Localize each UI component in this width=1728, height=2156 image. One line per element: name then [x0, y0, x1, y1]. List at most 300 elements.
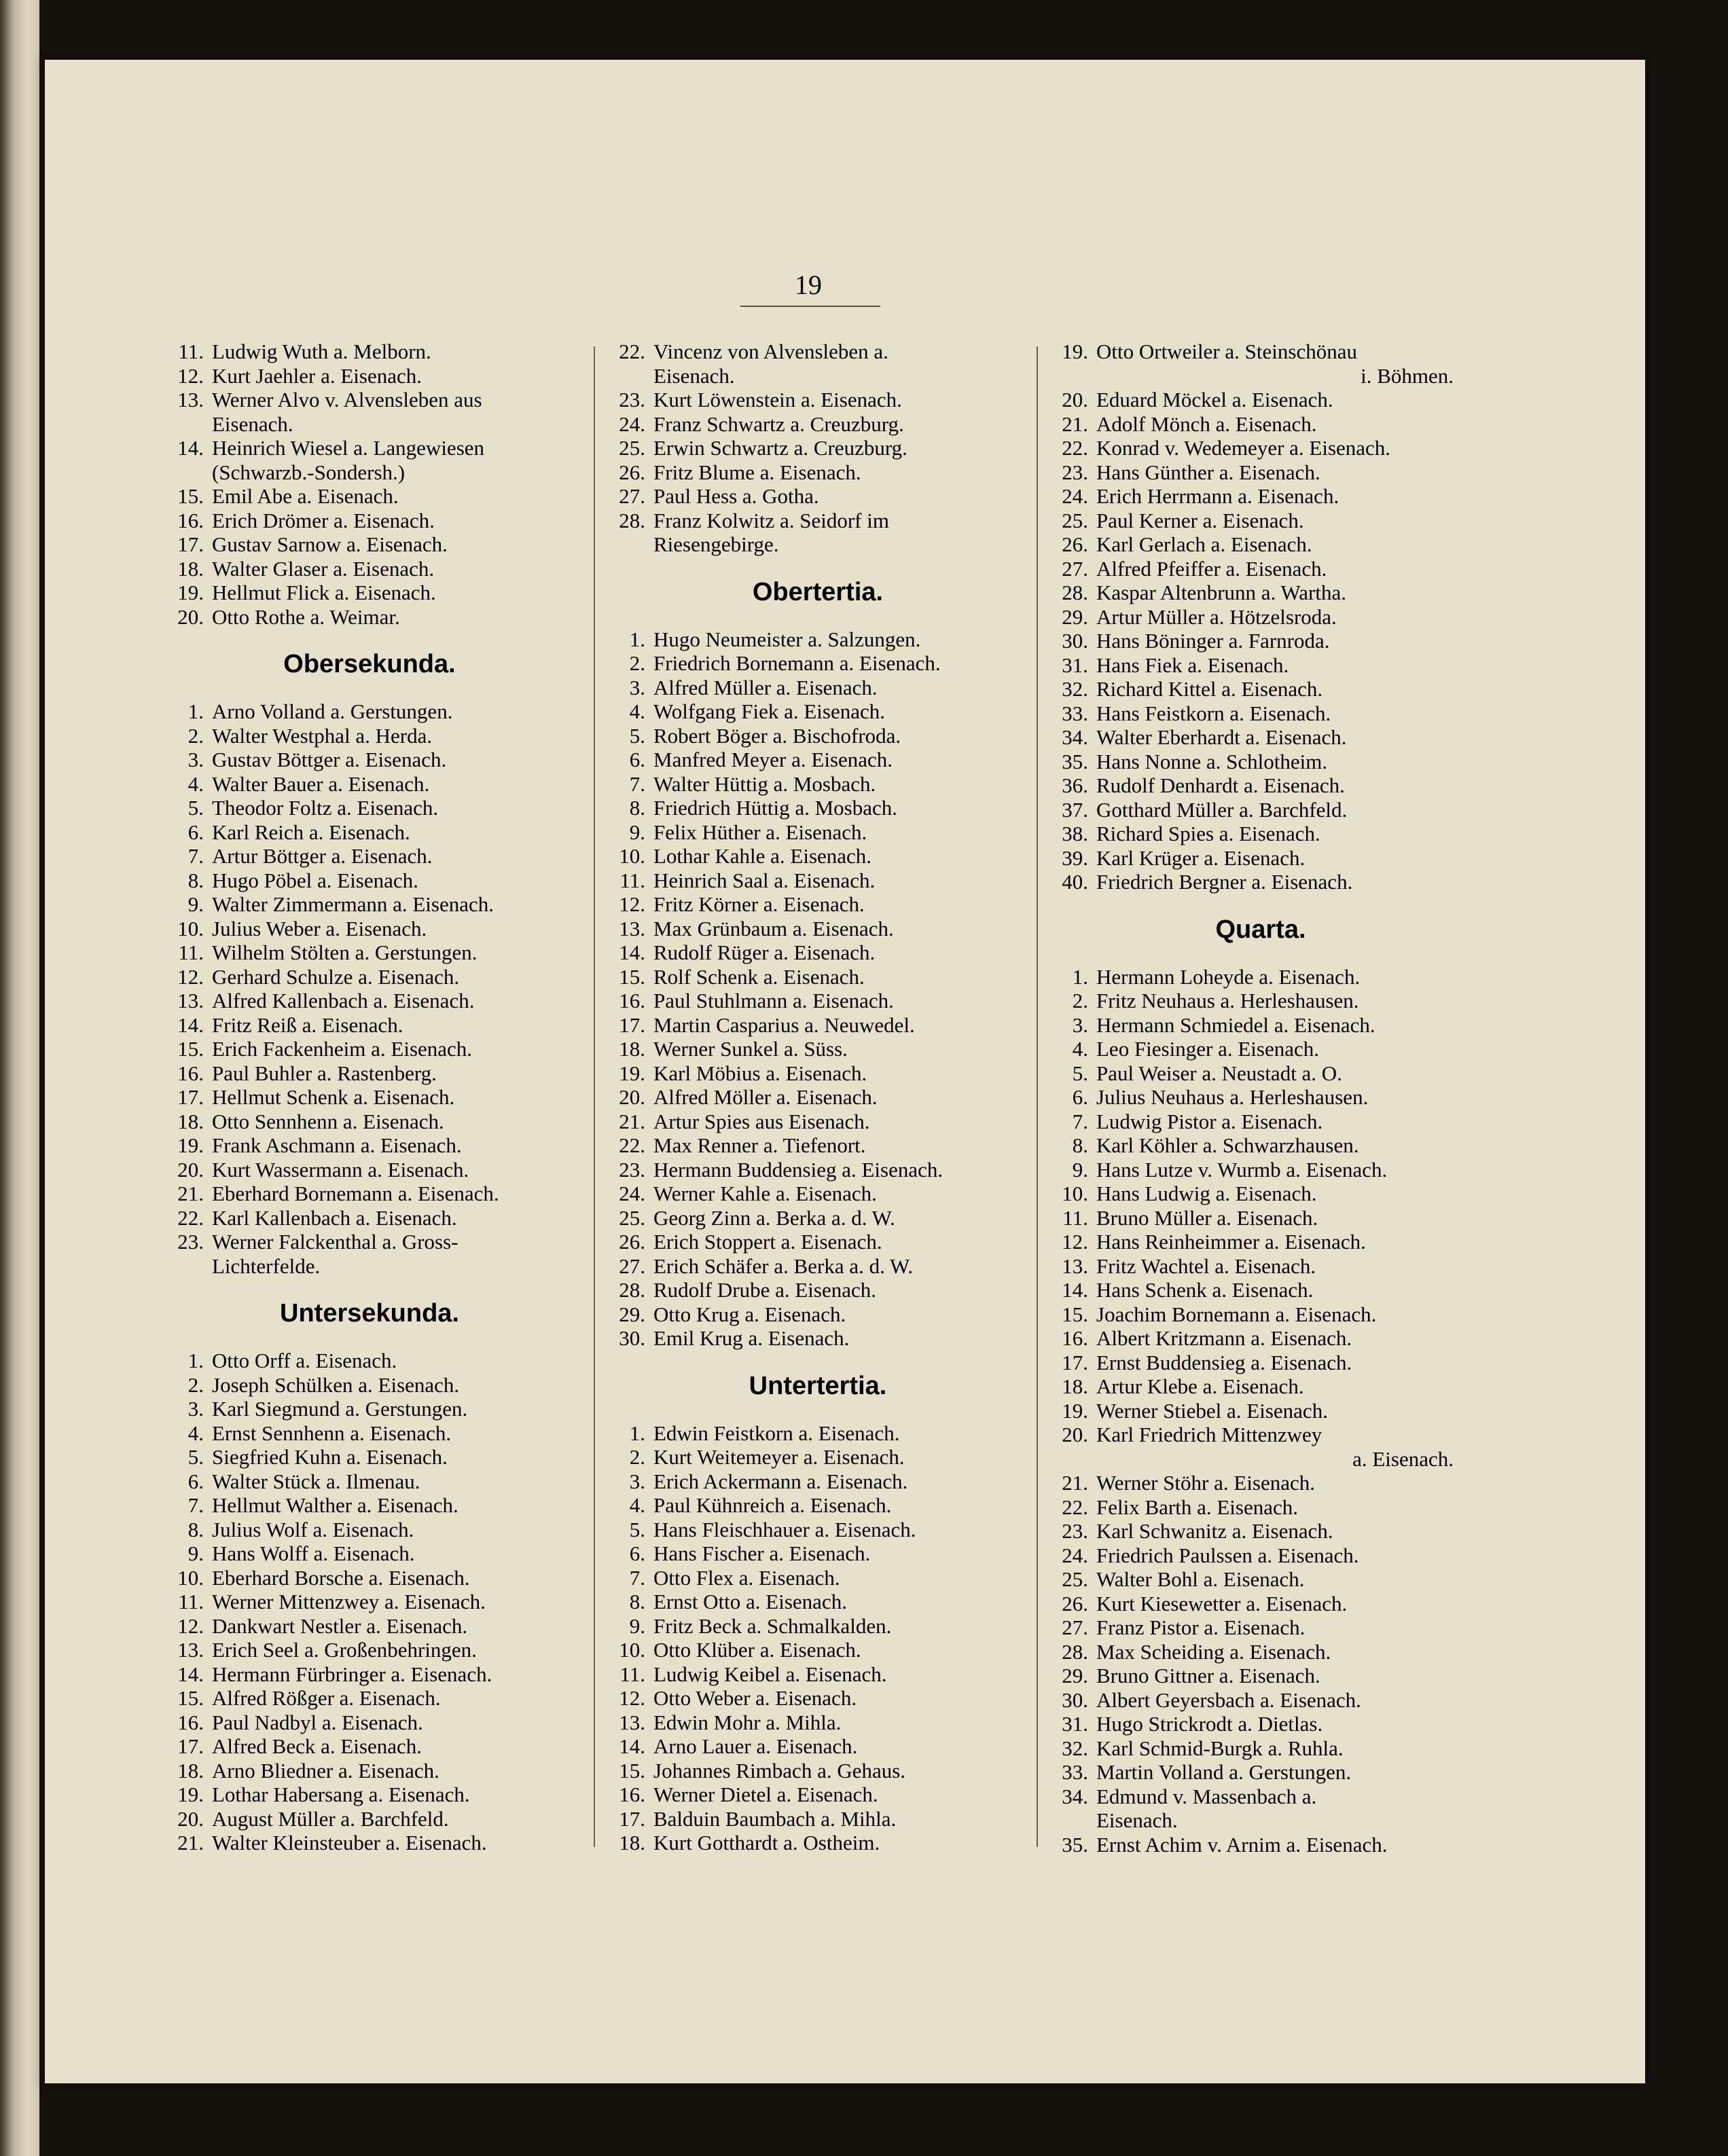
entry-number: 1. — [187, 699, 204, 723]
student-name: Edwin Feistkorn a. Eisenach. — [653, 1421, 900, 1445]
student-name: Rolf Schenk a. Eisenach. — [653, 964, 865, 989]
student-entry — [159, 1783, 580, 1807]
student-entry — [159, 605, 580, 629]
class-heading: Quarta. — [1215, 915, 1306, 944]
student-name: Paul Weiser a. Neustadt a. O. — [1096, 1061, 1342, 1085]
entry-number: 2. — [187, 1372, 204, 1397]
student-entry — [159, 484, 580, 509]
column-3 — [1043, 340, 1478, 1857]
student-name: Hans Fleischhauer a. Eisenach. — [653, 1517, 916, 1541]
student-name: Hans Fischer a. Eisenach. — [653, 1541, 871, 1565]
student-name: Konrad v. Wedemeyer a. Eisenach. — [1096, 436, 1391, 460]
student-entry — [159, 1206, 580, 1230]
student-entry — [1043, 1760, 1478, 1785]
student-name: Fritz Blume a. Eisenach. — [653, 460, 861, 484]
entry-number: 18. — [177, 1758, 204, 1783]
student-name: Frank Aschmann a. Eisenach. — [212, 1133, 462, 1157]
student-entry — [600, 1662, 1035, 1687]
entry-number: 13. — [177, 1638, 204, 1662]
student-entry — [600, 1686, 1035, 1711]
student-entry — [600, 820, 1035, 845]
student-name: Hermann Loheyde a. Eisenach. — [1096, 964, 1361, 989]
student-entry — [159, 820, 580, 845]
student-entry — [1043, 605, 1478, 629]
student-name: Julius Neuhaus a. Herleshausen. — [1096, 1085, 1369, 1109]
student-entry — [600, 1182, 1035, 1206]
entry-number: 28. — [1062, 581, 1088, 604]
student-entry — [1043, 509, 1478, 533]
entry-number: 11. — [1062, 1205, 1088, 1230]
entry-number: 15. — [177, 1037, 204, 1061]
student-name: Johannes Rimbach a. Gehaus. — [653, 1758, 906, 1783]
student-entry — [600, 1158, 1035, 1182]
entry-number: 25. — [619, 1205, 645, 1230]
student-name: Hans Ludwig a. Eisenach. — [1096, 1182, 1317, 1205]
entry-number: 20. — [1062, 388, 1088, 412]
student-entry — [159, 1085, 580, 1110]
student-entry — [159, 436, 580, 460]
student-name: Werner Kahle a. Eisenach. — [653, 1182, 877, 1205]
entry-number: 37. — [1062, 797, 1088, 822]
student-entry — [159, 1734, 580, 1759]
student-name: Otto Flex a. Eisenach. — [653, 1565, 840, 1590]
student-name: Friedrich Hüttig a. Mosbach. — [653, 796, 898, 820]
student-name: Walter Glaser a. Eisenach. — [212, 556, 435, 581]
student-name: Richard Spies a. Eisenach. — [1096, 822, 1320, 845]
entry-number: 24. — [1062, 1543, 1088, 1567]
entry-continuation: (Schwarzb.-Sondersh.) — [212, 460, 406, 484]
student-entry — [600, 388, 1035, 412]
student-name: Martin Volland a. Gerstungen. — [1096, 1760, 1352, 1784]
student-entry — [1043, 1519, 1478, 1543]
entry-number: 27. — [1062, 556, 1088, 581]
entry-number: 13. — [619, 916, 645, 940]
student-entry — [159, 1397, 580, 1421]
entry-number: 35. — [1062, 1832, 1088, 1857]
student-name: Walter Westphal a. Herda. — [212, 723, 433, 748]
column-divider-2 — [1037, 346, 1038, 1847]
entry-number: 18. — [1062, 1374, 1088, 1398]
student-entry — [159, 364, 580, 388]
student-name: Ernst Sennhenn a. Eisenach. — [212, 1421, 452, 1445]
entry-number: 12. — [1062, 1230, 1088, 1254]
entry-number: 31. — [1062, 1712, 1088, 1736]
student-name: Leo Fiesinger a. Eisenach. — [1096, 1037, 1319, 1061]
entry-number: 12. — [177, 363, 204, 388]
student-name: Artur Böttger a. Eisenach. — [212, 844, 433, 868]
student-name: Karl Kallenbach a. Eisenach. — [212, 1205, 457, 1230]
entry-number: 21. — [1062, 412, 1088, 436]
student-name: Gerhard Schulze a. Eisenach. — [212, 964, 460, 989]
student-entry — [1043, 1013, 1478, 1038]
student-entry — [159, 1590, 580, 1614]
student-entry — [1043, 412, 1478, 437]
entry-number: 7. — [1072, 1109, 1088, 1133]
student-entry — [159, 724, 580, 748]
student-name: Werner Falckenthal a. Gross- — [212, 1230, 458, 1254]
student-name: Karl Friedrich Mittenzwey — [1096, 1423, 1322, 1446]
student-entry — [1043, 1592, 1478, 1616]
student-name: Lothar Kahle a. Eisenach. — [653, 844, 872, 868]
student-entry — [159, 796, 580, 820]
student-entry — [1043, 388, 1478, 412]
student-name: Emil Abe a. Eisenach. — [212, 484, 399, 508]
student-name: Artur Müller a. Hötzelsroda. — [1096, 604, 1337, 629]
entry-number: 13. — [177, 989, 204, 1012]
student-name: Hellmut Schenk a. Eisenach. — [212, 1085, 455, 1109]
entry-number: 6. — [1072, 1085, 1088, 1109]
student-entry — [1043, 846, 1478, 871]
student-name: Max Scheiding a. Eisenach. — [1096, 1639, 1331, 1664]
student-name: Dankwart Nestler a. Eisenach. — [212, 1613, 468, 1638]
student-entry — [1043, 1664, 1478, 1688]
entry-number: 12. — [619, 1686, 645, 1710]
adjacent-page-edge — [0, 0, 39, 2156]
student-entry — [1043, 1302, 1478, 1327]
student-entry — [159, 917, 580, 941]
student-entry — [1043, 653, 1478, 678]
student-name: Martin Casparius a. Neuwedel. — [653, 1012, 915, 1037]
entry-number: 2. — [187, 723, 204, 748]
student-entry — [1043, 1326, 1478, 1351]
student-entry — [1043, 677, 1478, 701]
class-heading: Obersekunda. — [283, 650, 456, 678]
entry-number: 14. — [177, 1662, 204, 1686]
student-entry — [600, 1469, 1035, 1494]
student-name: Franz Kolwitz a. Seidorf im — [653, 508, 889, 532]
student-entry — [159, 1013, 580, 1038]
student-entry — [1043, 1567, 1478, 1592]
student-name: Wilhelm Stölten a. Gerstungen. — [212, 940, 478, 964]
entry-number: 5. — [629, 1517, 645, 1541]
student-entry — [159, 965, 580, 989]
entry-number: 12. — [177, 1613, 204, 1638]
entry-number: 4. — [187, 1421, 204, 1445]
student-name: Paul Kerner a. Eisenach. — [1096, 508, 1304, 532]
student-name: Hans Schenk a. Eisenach. — [1096, 1278, 1314, 1302]
student-entry — [1043, 798, 1478, 822]
student-name: Hugo Pöbel a. Eisenach. — [212, 868, 418, 892]
entry-number: 1. — [629, 627, 645, 651]
student-name: Walter Kleinsteuber a. Eisenach. — [212, 1831, 487, 1854]
student-entry — [159, 1110, 580, 1134]
entry-number: 12. — [619, 892, 645, 916]
student-entry — [600, 724, 1035, 748]
entry-number: 33. — [1062, 701, 1088, 725]
entry-number: 22. — [1062, 1495, 1088, 1519]
entry-number: 26. — [1062, 1591, 1088, 1615]
student-name: Fritz Neuhaus a. Herleshausen. — [1096, 989, 1359, 1012]
entry-number: 26. — [619, 460, 645, 484]
class-heading: Untersekunda. — [280, 1299, 459, 1328]
student-entry — [600, 940, 1035, 965]
student-name: Alfred Müller a. Eisenach. — [653, 675, 878, 699]
student-name: Rudolf Drube a. Eisenach. — [653, 1278, 876, 1302]
student-entry — [159, 748, 580, 772]
student-entry — [1043, 1785, 1478, 1809]
student-entry — [1043, 1061, 1478, 1086]
student-name: Werner Mittenzwey a. Eisenach. — [212, 1590, 486, 1613]
student-name: Siegfried Kuhn a. Eisenach. — [212, 1445, 448, 1469]
student-entry — [600, 965, 1035, 989]
student-entry — [159, 1469, 580, 1494]
student-entry — [600, 989, 1035, 1013]
student-name: Rudolf Denhardt a. Eisenach. — [1096, 773, 1345, 797]
student-name: Fritz Beck a. Schmalkalden. — [653, 1613, 892, 1638]
entry-number: 16. — [619, 1783, 645, 1806]
student-name: Georg Zinn a. Berka a. d. W. — [653, 1205, 895, 1230]
student-name: Paul Kühnreich a. Eisenach. — [653, 1493, 892, 1517]
student-entry — [1043, 965, 1478, 989]
entry-number: 15. — [1062, 1302, 1088, 1326]
student-entry — [600, 1638, 1035, 1662]
student-name: Bruno Gittner a. Eisenach. — [1096, 1664, 1320, 1687]
student-name: Albert Kritzmann a. Eisenach. — [1096, 1326, 1352, 1350]
student-name: Joachim Bornemann a. Eisenach. — [1096, 1302, 1377, 1326]
student-entry — [1043, 1471, 1478, 1495]
student-entry — [159, 1230, 580, 1254]
student-name: Hermann Schmiedel a. Eisenach. — [1096, 1012, 1375, 1037]
student-entry — [600, 1590, 1035, 1614]
entry-number: 14. — [619, 1734, 645, 1758]
student-name: Gotthard Müller a. Barchfeld. — [1096, 797, 1348, 822]
student-entry — [159, 1518, 580, 1542]
student-name: Werner Stiebel a. Eisenach. — [1096, 1398, 1328, 1423]
entry-number: 17. — [619, 1012, 645, 1037]
entry-number: 19. — [177, 1783, 204, 1806]
student-name: Arno Lauer a. Eisenach. — [653, 1734, 858, 1758]
student-entry — [600, 340, 1035, 364]
entry-number: 22. — [619, 340, 645, 363]
entry-number: 11. — [178, 340, 204, 363]
student-entry — [159, 869, 580, 893]
student-entry — [159, 1158, 580, 1182]
student-name: Richard Kittel a. Eisenach. — [1096, 677, 1323, 701]
student-name: Erich Fackenheim a. Eisenach. — [212, 1037, 473, 1061]
entry-number: 16. — [1062, 1326, 1088, 1350]
entry-number: 10. — [177, 1565, 204, 1590]
student-entry — [600, 676, 1035, 700]
student-entry — [1043, 1688, 1478, 1713]
student-entry — [1043, 1278, 1478, 1302]
student-entry — [600, 772, 1035, 797]
student-name: Kurt Jaehler a. Eisenach. — [212, 363, 422, 388]
student-entry — [1043, 1399, 1478, 1423]
student-entry — [159, 1421, 580, 1446]
student-entry — [600, 1807, 1035, 1831]
student-entry — [600, 1110, 1035, 1134]
entry-number: 8. — [1072, 1133, 1088, 1157]
entry-number: 24. — [619, 1182, 645, 1205]
entry-number: 18. — [177, 556, 204, 581]
student-name: Otto Weber a. Eisenach. — [653, 1686, 857, 1710]
student-entry — [1043, 436, 1478, 460]
student-entry — [1043, 1712, 1478, 1736]
entry-number: 36. — [1062, 773, 1088, 797]
student-name: Albert Geyersbach a. Eisenach. — [1096, 1687, 1361, 1712]
student-name: Alfred Beck a. Eisenach. — [212, 1734, 422, 1758]
student-entry — [159, 1831, 580, 1855]
entry-number: 26. — [619, 1230, 645, 1254]
entry-number: 22. — [177, 1205, 204, 1230]
student-name: Kurt Gotthardt a. Ostheim. — [653, 1831, 880, 1854]
student-name: Erich Schäfer a. Berka a. d. W. — [653, 1254, 914, 1278]
student-name: Friedrich Paulssen a. Eisenach. — [1096, 1543, 1359, 1567]
student-name: Lothar Habersang a. Eisenach. — [212, 1783, 470, 1806]
student-name: Ludwig Pistor a. Eisenach. — [1096, 1109, 1323, 1133]
student-name: Eduard Möckel a. Eisenach. — [1096, 388, 1333, 412]
student-entry — [159, 1807, 580, 1831]
student-entry — [600, 1037, 1035, 1061]
entry-number: 5. — [187, 1445, 204, 1469]
entry-continuation: Eisenach. — [1096, 1808, 1178, 1832]
entry-number: 9. — [1072, 1157, 1088, 1182]
student-name: Fritz Reiß a. Eisenach. — [212, 1012, 403, 1037]
student-entry — [159, 1541, 580, 1566]
entry-number: 1. — [1072, 964, 1088, 989]
student-name: August Müller a. Barchfeld. — [212, 1806, 449, 1831]
entry-number: 19. — [619, 1061, 645, 1085]
student-name: Julius Wolf a. Eisenach. — [212, 1517, 414, 1541]
student-entry — [600, 1278, 1035, 1302]
student-name: Eberhard Borsche a. Eisenach. — [212, 1565, 470, 1590]
student-name: Karl Schwanitz a. Eisenach. — [1096, 1519, 1333, 1543]
student-entry — [1043, 1833, 1478, 1857]
student-entry — [600, 484, 1035, 509]
student-name: Alfred Pfeiffer a. Eisenach. — [1096, 556, 1327, 581]
student-entry — [159, 699, 580, 724]
student-name: Hans Lutze v. Wurmb a. Eisenach. — [1096, 1157, 1388, 1182]
entry-number: 3. — [629, 1469, 645, 1493]
student-name: Hellmut Walther a. Eisenach. — [212, 1493, 458, 1517]
entry-number: 19. — [177, 1133, 204, 1157]
student-name: Walter Bauer a. Eisenach. — [212, 771, 430, 796]
entry-number: 18. — [177, 1109, 204, 1133]
student-name: Franz Schwartz a. Creuzburg. — [653, 412, 904, 436]
entry-number: 17. — [619, 1806, 645, 1831]
student-name: Hans Nonne a. Schlotheim. — [1096, 749, 1328, 773]
student-name: Paul Hess a. Gotha. — [653, 484, 819, 508]
entry-number: 7. — [187, 1493, 204, 1517]
entry-number: 22. — [1062, 436, 1088, 460]
student-entry — [159, 1493, 580, 1518]
student-entry — [159, 557, 580, 581]
entry-number: 30. — [619, 1326, 645, 1350]
entry-number: 2. — [1072, 989, 1088, 1012]
student-entry — [1043, 1037, 1478, 1061]
entry-number: 24. — [619, 412, 645, 436]
entry-number: 15. — [177, 1686, 204, 1710]
student-name: Erich Seel a. Großenbehringen. — [212, 1638, 477, 1662]
student-name: Hugo Neumeister a. Salzungen. — [653, 627, 921, 651]
student-entry — [159, 340, 580, 364]
entry-number: 19. — [1062, 340, 1088, 363]
student-name: Hans Fiek a. Eisenach. — [1096, 653, 1289, 677]
entry-number: 39. — [1062, 845, 1088, 870]
student-name: Kurt Wassermann a. Eisenach. — [212, 1157, 469, 1182]
entry-number: 35. — [1062, 749, 1088, 773]
student-entry — [159, 1133, 580, 1158]
student-name: Karl Köhler a. Schwarzhausen. — [1096, 1133, 1359, 1157]
class-heading: Obertertia. — [752, 577, 884, 606]
entry-number: 13. — [177, 388, 204, 412]
student-name: Edmund v. Massenbach a. — [1096, 1784, 1317, 1808]
entry-number: 29. — [619, 1302, 645, 1326]
student-entry — [1043, 460, 1478, 485]
student-name: Hermann Buddensieg a. Eisenach. — [653, 1157, 943, 1182]
student-name: Hans Reinheimmer a. Eisenach. — [1096, 1230, 1366, 1254]
student-name: Gustav Sarnow a. Eisenach. — [212, 532, 448, 556]
student-name: Kaspar Altenbrunn a. Wartha. — [1096, 581, 1346, 604]
entry-number: 14. — [177, 1012, 204, 1037]
student-name: Walter Bohl a. Eisenach. — [1096, 1567, 1305, 1591]
entry-number: 20. — [177, 604, 204, 629]
student-name: Eberhard Bornemann a. Eisenach. — [212, 1182, 499, 1205]
student-name: Gustav Böttger a. Eisenach. — [212, 748, 447, 771]
student-entry — [600, 436, 1035, 460]
student-entry — [600, 844, 1035, 869]
student-entry — [600, 1734, 1035, 1759]
student-name: Walter Zimmermann a. Eisenach. — [212, 892, 494, 916]
entry-number: 21. — [619, 1109, 645, 1133]
entry-number: 4. — [1072, 1037, 1088, 1061]
entry-number: 8. — [187, 1517, 204, 1541]
column-1 — [159, 340, 580, 1855]
student-name: Werner Sunkel a. Süss. — [653, 1037, 848, 1061]
student-entry — [1043, 773, 1478, 798]
student-entry — [600, 460, 1035, 485]
student-name: Ernst Otto a. Eisenach. — [653, 1590, 847, 1613]
student-name: Rudolf Rüger a. Eisenach. — [653, 940, 876, 964]
entry-number: 15. — [619, 1758, 645, 1783]
entry-number: 17. — [177, 1734, 204, 1758]
entry-number: 3. — [187, 1397, 204, 1421]
student-entry — [600, 1831, 1035, 1855]
entry-number: 22. — [619, 1133, 645, 1157]
entry-number: 9. — [187, 892, 204, 916]
entry-number: 12. — [177, 964, 204, 989]
student-entry — [159, 844, 580, 869]
entry-number: 5. — [629, 723, 645, 748]
student-entry — [600, 869, 1035, 893]
class-heading: Untertertia. — [749, 1371, 887, 1400]
entry-number: 18. — [619, 1037, 645, 1061]
entry-number: 1. — [187, 1349, 204, 1372]
student-entry — [600, 1518, 1035, 1542]
student-entry — [600, 412, 1035, 437]
student-name: Ernst Achim v. Arnim a. Eisenach. — [1096, 1832, 1388, 1857]
entry-number: 25. — [1062, 1567, 1088, 1591]
entry-number: 1. — [629, 1421, 645, 1445]
student-entry — [600, 1230, 1035, 1254]
student-name: Alfred Rößger a. Eisenach. — [212, 1686, 441, 1710]
student-name: Karl Krüger a. Eisenach. — [1096, 845, 1306, 870]
student-entry — [600, 1711, 1035, 1735]
student-entry — [600, 892, 1035, 917]
entry-number: 20. — [619, 1085, 645, 1109]
entry-number: 17. — [177, 532, 204, 556]
entry-number: 19. — [177, 581, 204, 604]
entry-number: 8. — [187, 868, 204, 892]
student-entry — [159, 1373, 580, 1397]
student-name: Bruno Müller a. Eisenach. — [1096, 1205, 1318, 1230]
student-name: Hellmut Flick a. Eisenach. — [212, 581, 436, 604]
entry-number: 27. — [619, 484, 645, 508]
entry-number: 16. — [177, 508, 204, 532]
student-name: Paul Buhler a. Rastenberg. — [212, 1061, 437, 1085]
entry-continuation: Lichterfelde. — [212, 1254, 321, 1278]
student-entry — [600, 1326, 1035, 1351]
